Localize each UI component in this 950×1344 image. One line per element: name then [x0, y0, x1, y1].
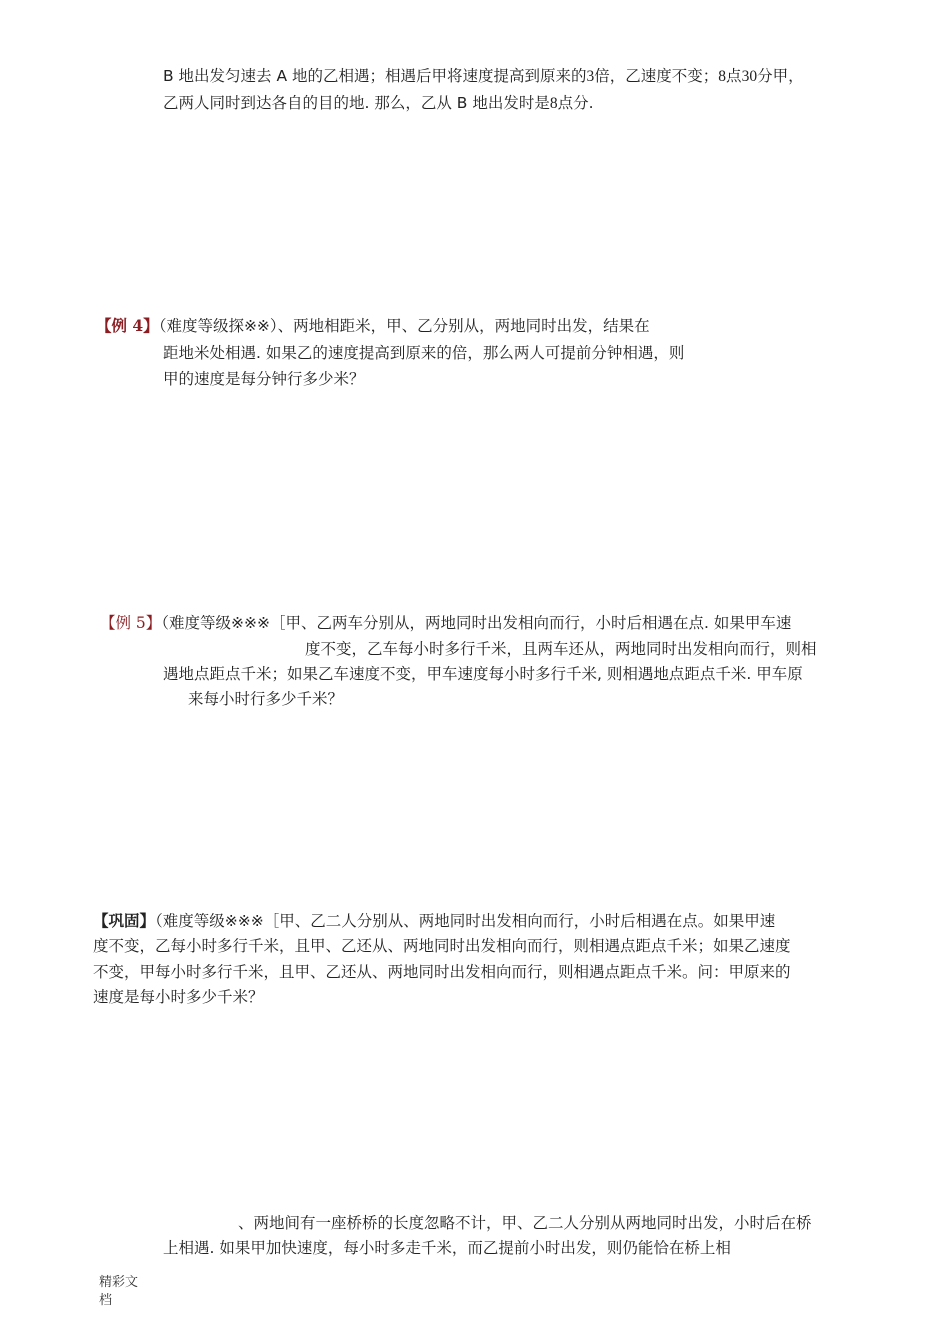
example-5-line-2: 度不变，乙车每小时多行千米，且两车还从，两地同时出发相向而行，则相 — [305, 640, 817, 658]
example-5-line-4: 来每小时行多少千米？ — [188, 690, 344, 708]
intro-text: 点 — [726, 67, 742, 85]
page-footer — [99, 1274, 138, 1310]
example-5-tag: 【例 5】 — [100, 614, 162, 632]
consolidate-tag: 【巩固】 — [93, 911, 156, 930]
example-5-text: （难度等级※※※［甲、乙两车分别从，两地同时出发相向而行，小时后相遇在点. 如果甲车速 — [161, 614, 792, 632]
consolidate-line-4: 速度是每小时多少千米？ — [93, 988, 264, 1006]
example-4-line-3: 甲的速度是每分钟行多少米？ — [163, 370, 365, 388]
intro-line-2 — [163, 91, 594, 116]
intro-number: 8 — [549, 95, 558, 112]
consolidate-text: （难度等级※※※［甲、乙二人分别从、两地同时出发相向而行，小时后相遇在点。如果甲速 — [155, 912, 776, 930]
example-4-line-2: 距地米处相遇. 如果乙的速度提高到原来的倍，那么两人可提前分钟相遇，则 — [163, 344, 685, 362]
intro-text: B 地出发匀速去 A 地的乙相遇；相遇后甲将速度提高到原来的 — [163, 67, 587, 85]
example-4-text: （难度等级探※※）、两地相距米，甲、乙分别从，两地同时出发，结果在 — [158, 317, 650, 335]
final-line-1: 、两地间有一座桥桥的长度忽略不计，甲、乙二人分别从两地同时出发，小时后在桥 — [238, 1214, 812, 1232]
footer-line-2: 档 — [99, 1293, 113, 1308]
example-5-line-1 — [100, 611, 791, 635]
final-line-2: 上相遇. 如果甲加快速度，每小时多走千米，而乙提前小时出发，则仍能恰在桥上相 — [163, 1239, 731, 1257]
example-4-line-1 — [96, 314, 650, 338]
intro-text: 点分. — [557, 94, 594, 112]
footer-line-1: 精彩文 — [99, 1275, 139, 1290]
intro-number: 3 — [586, 68, 595, 85]
intro-text: 分甲， — [757, 67, 804, 85]
consolidate-line-2: 度不变，乙每小时多行千米，且甲、乙还从、两地同时出发相向而行，则相遇点距点千米；如果乙速度 — [93, 937, 791, 955]
consolidate-line-1 — [93, 909, 775, 933]
consolidate-line-3: 不变，甲每小时多行千米，且甲、乙还从、两地同时出发相向而行，则相遇点距点千米。问：甲原来的 — [93, 963, 791, 981]
intro-number: 30 — [741, 68, 758, 85]
intro-line-1 — [163, 64, 804, 89]
example-5-line-3: 遇地点距点千米；如果乙车速度不变，甲车速度每小时多行千米, 则相遇地点距点千米. 甲车原 — [163, 665, 803, 683]
intro-number: 8 — [718, 68, 727, 85]
example-4-tag: 【例 4】 — [96, 316, 159, 335]
intro-text: 乙两人同时到达各自的目的地. 那么，乙从 B 地出发时是 — [163, 94, 550, 112]
intro-text: 倍，乙速度不变； — [594, 67, 719, 85]
